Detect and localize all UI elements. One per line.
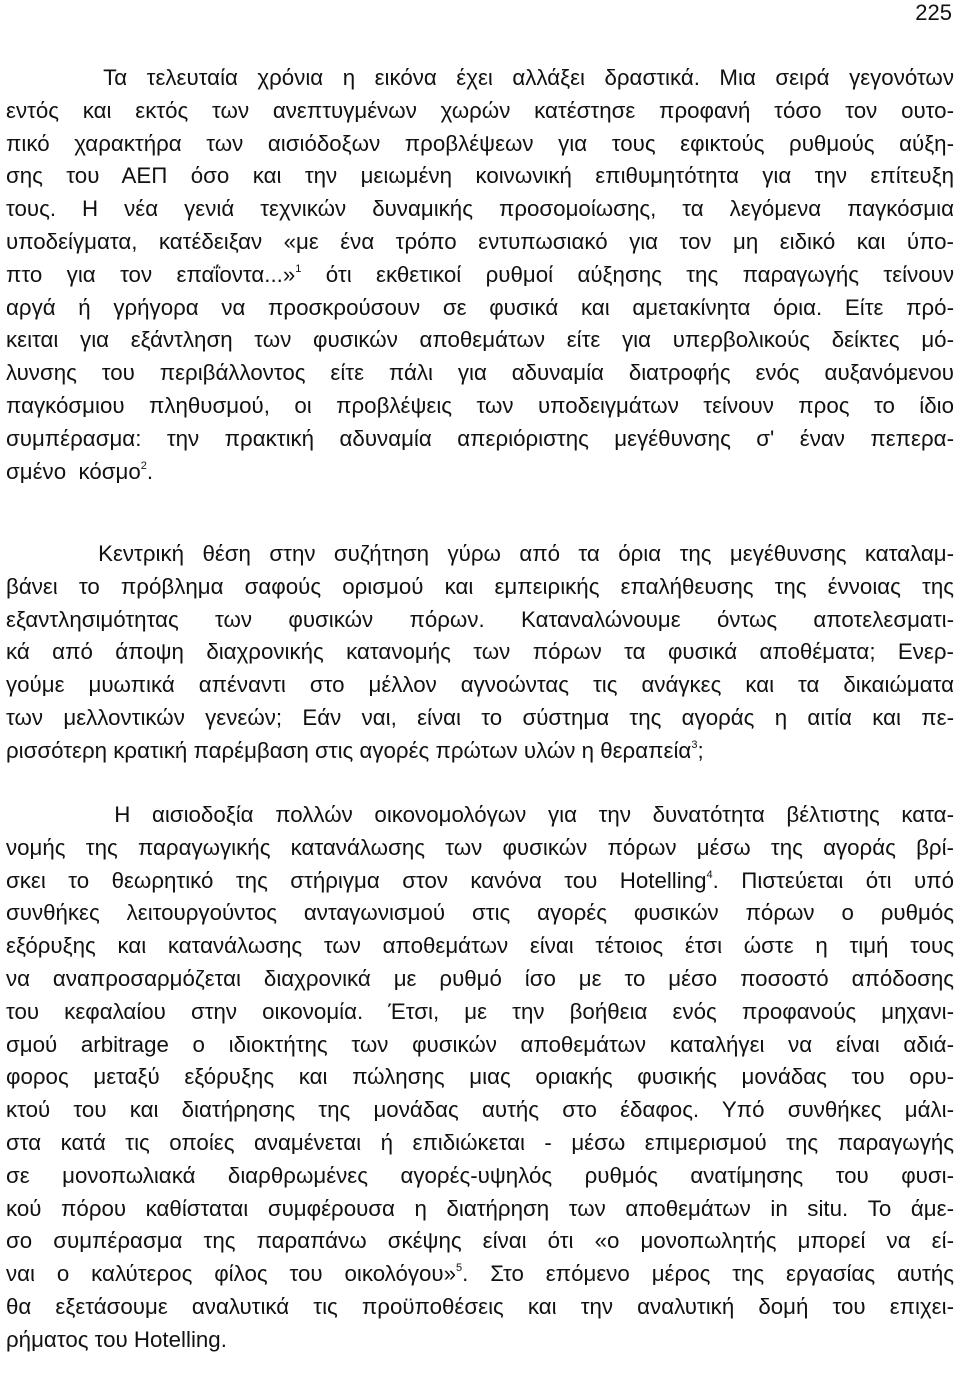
text-run: στα κατά τις οποίες αναμένεται ή επιδιώκεται - μέσω επιμερισμού της παραγωγής: [6, 1129, 954, 1155]
text-run: ρισσότερη κρατική παρέμβαση στις αγορές πρώτων υλών η θεραπεία: [6, 737, 692, 763]
text-run: Τα τελευταία χρόνια η εικόνα έχει αλλάξει δραστικά. Μια σειρά γεγονότων: [6, 65, 954, 90]
text-line: [6, 423, 954, 456]
text-run: τους. Η νέα γενιά τεχνικών δυναμικής προσομοίωσης, τα λεγόμενα παγκόσμια: [6, 196, 954, 222]
text-run: . Πιστεύεται ότι υπό: [712, 867, 954, 893]
text-run: λυνσης του περιβάλλοντος είτε πάλι για αδυναμία διατροφής ενός αυξανόμενου: [6, 360, 954, 386]
text-run: Κεντρική θέση στην συζήτηση γύρω από τα όρια της μεγέθυνσης καταλαμ-: [6, 541, 954, 566]
text-run: γούμε μυωπικά απέναντι στο μέλλον αγνοώντας τις ανάγκες και τα δικαιώματα: [6, 672, 954, 698]
text-line: [6, 604, 954, 637]
text-line: [6, 1160, 954, 1193]
text-line: [6, 357, 954, 390]
text-run: πτο για τον επαΐοντα...»: [6, 261, 296, 287]
text-line: [6, 1225, 954, 1258]
text-line: [6, 456, 954, 489]
text-line: [6, 1127, 954, 1160]
paragraph-1: [6, 62, 954, 488]
text-run: ;: [697, 737, 704, 763]
text-run: νομής της παραγωγικής κατανάλωσης των φυσικών πόρων μέσω της αγοράς βρί-: [6, 834, 954, 860]
text-run: του κεφαλαίου στην οικονομία. Έτσι, με την βοήθεια ενός προφανούς μηχανι-: [6, 998, 954, 1024]
text-line: [6, 963, 954, 996]
text-line: [6, 1324, 954, 1357]
text-run: ρήματος του Hotelling.: [6, 1326, 227, 1352]
text-run: συνθήκες λειτουργούντος ανταγωνισμού στις αγορές φυσικών πόρων ο ρυθμός: [6, 900, 954, 926]
footnote-marker: 2: [140, 459, 147, 472]
paragraph-3: [6, 799, 954, 1357]
text-run: κτού του και διατήρησης της μονάδας αυτής στο έδαφος. Υπό συνθήκες μάλι-: [6, 1097, 954, 1123]
text-line: [6, 799, 954, 832]
text-run: να αναπροσαρμόζεται διαχρονικά με ρυθμό ίσο με το μέσο ποσοστό απόδοσης: [6, 965, 954, 991]
text-line: [6, 996, 954, 1029]
text-line: [6, 702, 954, 735]
text-line: [6, 324, 954, 357]
text-run: αργά ή γρήγορα να προσκρούσουν σε φυσικά και αμετακίνητα όρια. Είτε πρό-: [6, 294, 954, 320]
text-run: ναι ο καλύτερος φίλος του οικολόγου»: [6, 1261, 457, 1287]
text-line: [6, 571, 954, 604]
text-line: [6, 95, 954, 128]
text-line: [6, 259, 954, 292]
text-run: . Στο επόμενο μέρος της εργασίας αυτής: [462, 1261, 954, 1287]
text-run: σης του ΑΕΠ όσο και την μειωμένη κοινωνική επιθυμητότητα για την επίτευξη: [6, 163, 954, 189]
text-line: [6, 128, 954, 161]
text-line: [6, 1291, 954, 1324]
text-run: παγκόσμιου πληθυσμού, οι προβλέψεις των υποδειγμάτων τείνουν προς το ίδιο: [6, 392, 954, 418]
text-run: πικό χαρακτήρα των αισιόδοξων προβλέψεων για τους εφικτούς ρυθμούς αύξη-: [6, 130, 954, 156]
text-run: εντός και εκτός των ανεπτυγμένων χωρών κατέστησε προφανή τόσο τον ουτο-: [6, 97, 954, 123]
text-run: σμένο κόσμο: [6, 458, 141, 484]
text-line: [6, 62, 954, 95]
text-line: [6, 832, 954, 865]
text-line: [6, 669, 954, 702]
text-line: [6, 226, 954, 259]
text-run: εξόρυξης και κατανάλωσης των αποθεμάτων είναι τέτοιος έτσι ώστε η τιμή τους: [6, 933, 954, 959]
text-line: [6, 160, 954, 193]
text-run: υποδείγματα, κατέδειξαν «με ένα τρόπο εντυπωσιακό για τον μη ειδικό και ύπο-: [6, 228, 954, 254]
text-line: [6, 1193, 954, 1226]
text-run: κού πόρου καθίσταται συμφέρουσα η διατήρηση των αποθεμάτων in situ. Το άμε-: [6, 1195, 954, 1221]
page-number: 225: [915, 0, 952, 25]
text-line: [6, 636, 954, 669]
text-line: [6, 735, 954, 768]
text-line: [6, 865, 954, 898]
text-run: βάνει το πρόβλημα σαφούς ορισμού και εμπειρικής επαλήθευσης της έννοιας της: [6, 573, 954, 599]
footnote-marker: 1: [295, 262, 302, 275]
text-line: [6, 897, 954, 930]
text-line: [6, 1094, 954, 1127]
text-run: εξαντλησιμότητας των φυσικών πόρων. Καταναλώνουμε όντως αποτελεσματι-: [6, 606, 954, 632]
footnote-marker: 5: [456, 1262, 463, 1275]
text-run: των μελλοντικών γενεών; Εάν ναι, είναι το σύστημα της αγοράς η αιτία και πε-: [6, 704, 954, 730]
text-run: συμπέρασμα: την πρακτική αδυναμία απεριόριστης μεγέθυνσης σ' έναν πεπερα-: [6, 425, 954, 451]
footnote-marker: 4: [706, 868, 713, 881]
text-run: κειται για εξάντληση των φυσικών αποθεμάτων είτε για υπερβολικούς δείκτες μό-: [6, 327, 954, 353]
text-line: [6, 193, 954, 226]
paragraph-2: [6, 538, 954, 768]
text-run: Η αισιοδοξία πολλών οικονομολόγων για την δυνατότητα βέλτιστης κατα-: [6, 802, 954, 827]
text-line: [6, 292, 954, 325]
text-line: [6, 1029, 954, 1062]
text-run: σο συμπέρασμα της παραπάνω σκέψης είναι ότι «ο μονοπωλητής μπορεί να εί-: [6, 1228, 954, 1254]
text-run: ότι εκθετικοί ρυθμοί αύξησης της παραγωγής τείνουν: [301, 261, 954, 287]
text-run: κά από άποψη διαχρονικής κατανομής των πόρων τα φυσικά αποθέματα; Ενερ-: [6, 639, 954, 665]
text-run: .: [146, 458, 154, 484]
text-line: [6, 930, 954, 963]
text-line: [6, 538, 954, 571]
text-line: [6, 1061, 954, 1094]
text-run: φορος μεταξύ εξόρυξης και πώλησης μιας οριακής φυσικής μονάδας του ορυ-: [6, 1064, 954, 1090]
text-run: σμού arbitrage ο ιδιοκτήτης των φυσικών αποθεμάτων καταλήγει να είναι αδιά-: [6, 1031, 954, 1057]
footnote-marker: 3: [691, 738, 698, 751]
text-run: σκει το θεωρητικό της στήριγμα στον κανόνα του Hotelling: [6, 867, 707, 893]
text-line: [6, 1258, 954, 1291]
text-line: [6, 390, 954, 423]
text-run: σε μονοπωλιακά διαρθρωμένες αγορές-υψηλός ρυθμός ανατίμησης του φυσι-: [6, 1162, 954, 1188]
text-run: θα εξετάσουμε αναλυτικά τις προϋποθέσεις και την αναλυτική δομή του επιχει-: [6, 1293, 954, 1319]
